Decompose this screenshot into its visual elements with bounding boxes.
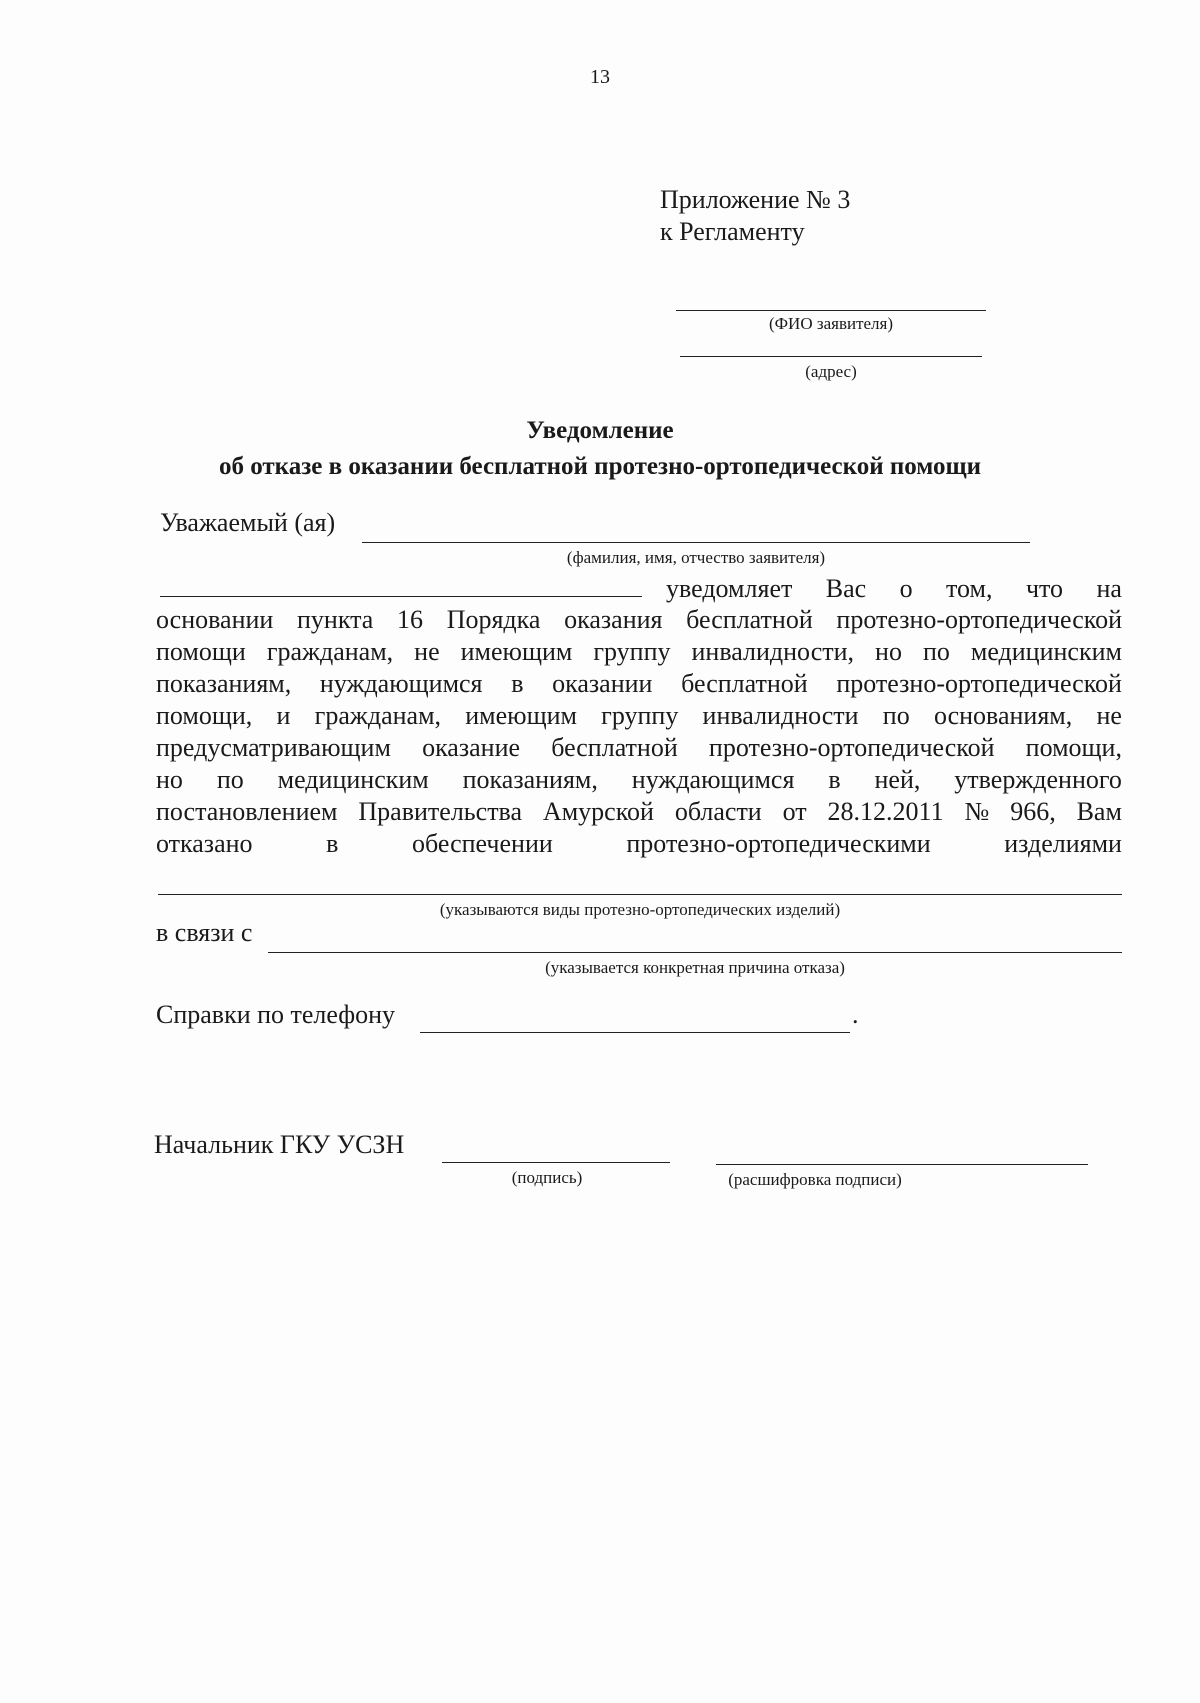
notify-word: Вас	[825, 574, 867, 603]
body-paragraph	[156, 604, 1122, 860]
notify-word: том,	[946, 574, 993, 603]
notify-word: что	[1025, 574, 1064, 603]
body-line: показаниям, нуждающимся в оказании бесплатной протезно-ортопедической	[156, 669, 1122, 698]
phone-label: Справки по телефону	[156, 1000, 396, 1029]
page-number: 13	[590, 66, 610, 88]
body-line: предусматривающим оказание бесплатной протезно-ортопедической помощи,	[156, 733, 1122, 762]
notice-subtitle: об отказе в оказании бесплатной протезно-ортопедической помощи	[218, 453, 982, 480]
signature-decode-caption: (расшифровка подписи)	[728, 1170, 902, 1189]
salutation-line	[362, 542, 1030, 543]
reason-caption: (указывается конкретная причина отказа)	[545, 958, 845, 977]
salutation-label: Уважаемый (ая)	[160, 508, 336, 537]
phone-end: .	[852, 1000, 859, 1029]
signature-decode-line	[716, 1164, 1088, 1165]
body-line: помощи, и гражданам, имеющим группу инвалидности по основаниям, не	[156, 701, 1122, 730]
body-line: помощи гражданам, не имеющим группу инвалидности, но по медицинским	[156, 637, 1122, 666]
signatory-position: Начальник ГКУ УСЗН	[154, 1130, 405, 1159]
address-line	[680, 356, 982, 357]
notify-line	[666, 574, 1122, 604]
notify-word: о	[899, 574, 913, 603]
notice-title: Уведомление	[526, 417, 674, 444]
salutation-caption: (фамилия, имя, отчество заявителя)	[566, 548, 826, 567]
appendix-reference	[660, 184, 850, 248]
reason-line	[268, 952, 1122, 953]
body-line: постановлением Правительства Амурской области от 28.12.2011 № 966, Вам	[156, 797, 1122, 826]
applicant-name-line	[676, 310, 986, 311]
signature-caption: (подпись)	[511, 1168, 583, 1187]
address-caption: (адрес)	[805, 362, 857, 381]
body-line: но по медицинским показаниям, нуждающимся в ней, утвержденного	[156, 765, 1122, 794]
notify-word: на	[1096, 574, 1122, 603]
notify-word: уведомляет	[666, 574, 793, 603]
applicant-name-caption: (ФИО заявителя)	[768, 314, 894, 333]
appendix-regulation: к Регламенту	[660, 217, 805, 246]
body-line: отказано в обеспечении протезно-ортопедическими изделиями	[156, 829, 1122, 858]
body-line: основании пункта 16 Порядка оказания бесплатной протезно-ортопедической	[156, 605, 1122, 634]
products-line	[158, 894, 1122, 895]
phone-line	[420, 1032, 850, 1033]
reason-label: в связи с	[156, 918, 253, 947]
appendix-number: Приложение № 3	[660, 185, 851, 214]
organization-line	[160, 596, 642, 597]
signature-line	[442, 1162, 670, 1163]
products-caption: (указываются виды протезно-ортопедических изделий)	[439, 900, 841, 919]
